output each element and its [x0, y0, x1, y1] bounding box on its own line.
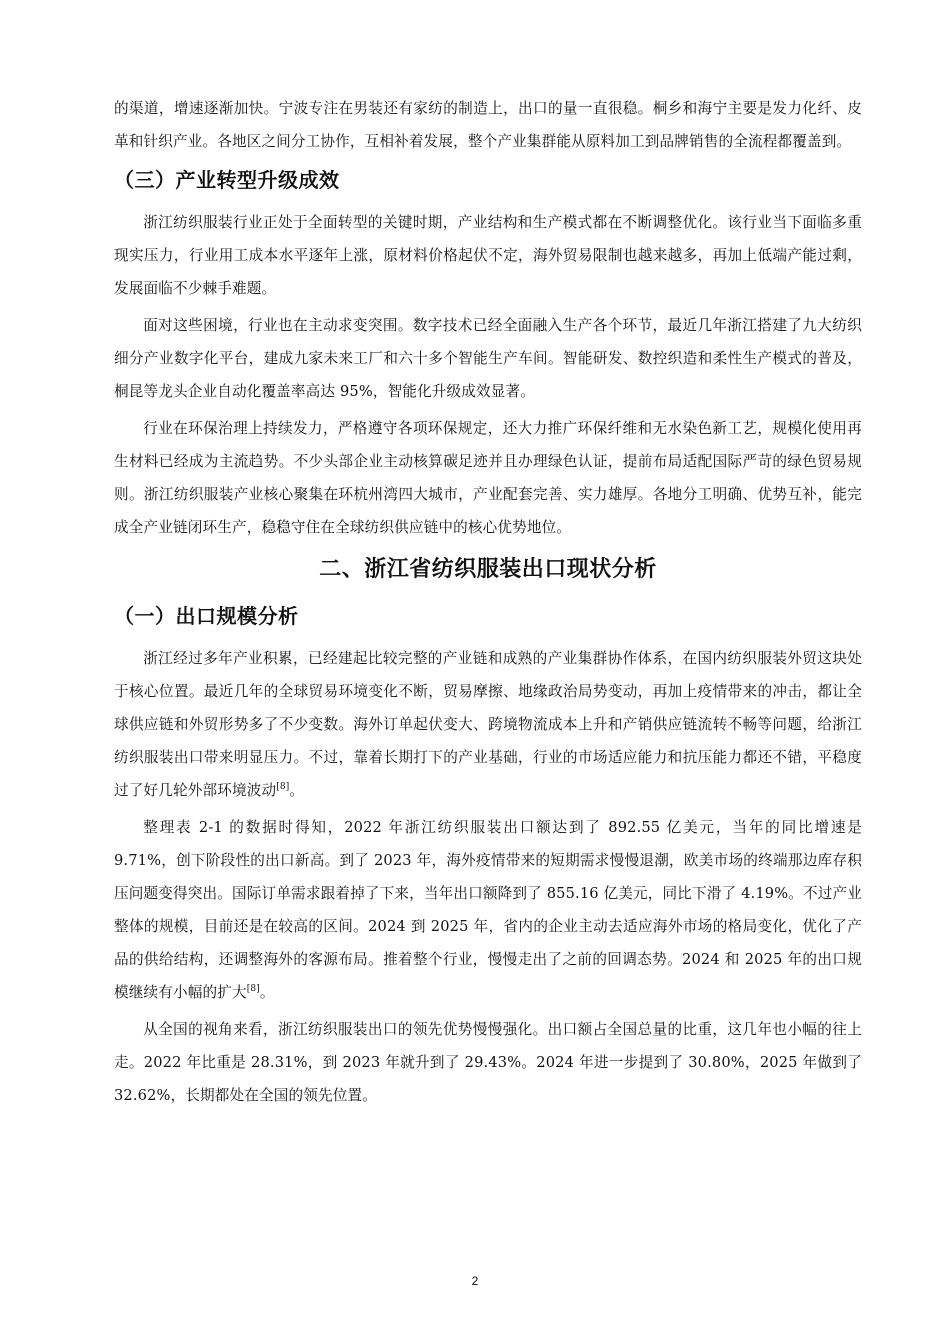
paragraph-digitalization: 面对这些困境，行业也在主动求变突围。数字技术已经全面融入生产各个环节，最近几年浙江搭建了九大纺织细分产业数字化平台，建成九家未来工厂和六十多个智能生产车间。智能研发、数控织造和柔性生产模式的普及，桐昆等龙头企业自动化覆盖率高达 95%，智能化升级成效显著。 [114, 317, 862, 400]
paragraph-end-punct: 。 [289, 782, 305, 799]
paragraph-national-share: 从全国的视角来看，浙江纺织服装出口的领先优势慢慢强化。出口额占全国总量的比重，这几年也小幅的往上走。2022 年比重是 28.31%，到 2023 年就升到了 29.43%。2024 年进一步提到了 30.80%，2025 年做到了 32.62%，长期都处在全国的领先位置。 [114, 1021, 862, 1104]
citation-ref: [8] [276, 782, 290, 793]
citation-ref: [8] [246, 984, 260, 995]
paragraph-text: 浙江经过多年产业积累，已经建起比较完整的产业链和成熟的产业集群协作体系，在国内纺织服装外贸这块处于核心位置。最近几年的全球贸易环境变化不断，贸易摩擦、地缘政治局势变动，再加上疫情带来的冲击，都让全球供应链和外贸形势多了不少变数。海外订单起伏变大、跨境物流成本上升和产销供应链流转不畅等问题，给浙江纺织服装出口带来明显压力。不过，靠着长期打下的产业基础，行业的市场适应能力和抗压能力都还不错，平稳度过了好几轮外部环境波动 [114, 650, 862, 799]
paragraph-environment: 行业在环保治理上持续发力，严格遵守各项环保规定，还大力推广环保纤维和无水染色新工艺，规模化使用再生材料已经成为主流趋势。不少头部企业主动核算碳足迹并且办理绿色认证，提前布局适配国际严苛的绿色贸易规则。浙江纺织服装产业核心聚集在环杭州湾四大城市，产业配套完善、实力雄厚。各地分工明确、优势互补，能完成全产业链闭环生产，稳稳守住在全球纺织供应链中的核心优势地位。 [114, 420, 862, 536]
section-heading-export-status: 二、浙江省纺织服装出口现状分析 [319, 557, 657, 582]
document-page [114, 92, 862, 1116]
paragraph-text: 整理表 2-1 的数据时得知，2022 年浙江纺织服装出口额达到了 892.55 亿美元，当年的同比增速是 9.71%，创下阶段性的出口新高。到了 2023 年，海外疫情带来的短期需求慢慢退潮，欧美市场的终端那边库存积压问题变得突出。国际订单需求跟着掉了下来，当年出口额降到了 855.16 亿美元，同比下滑了 4.19%。不过产业整体的规模，目前还是在较高的区间。2024 到 2025 年，省内的企业主动去适应海外市场的格局变化，优化了产品的供给结构，还调整海外的客源布局。推着整个行业，慢慢走出了之前的回调态势。2024 和 2025 年的出口规模继续有小幅的扩大 [114, 819, 862, 1001]
paragraph-export-figures [114, 811, 862, 1009]
subheading-export-scale: （一）出口规模分析 [114, 604, 299, 628]
paragraph-pressures: 浙江纺织服装行业正处于全面转型的关键时期，产业结构和生产模式都在不断调整优化。该行业当下面临多重现实压力，行业用工成本水平逐年上涨，原材料价格起伏不定，海外贸易限制也越来越多，再加上低端产能过剩，发展面临不少棘手难题。 [114, 214, 862, 297]
paragraph-intro-continued: 的渠道，增速逐渐加快。宁波专注在男装还有家纺的制造上，出口的量一直很稳。桐乡和海宁主要是发力化纤、皮革和针织产业。各地区之间分工协作，互相补着发展，整个产业集群能从原料加工到品牌销售的全流程都覆盖到。 [114, 100, 862, 150]
paragraph-industry-base [114, 642, 862, 807]
subheading-transformation: （三）产业转型升级成效 [114, 168, 340, 192]
paragraph-end-punct: 。 [259, 984, 275, 1001]
page-number: 2 [471, 1274, 479, 1288]
